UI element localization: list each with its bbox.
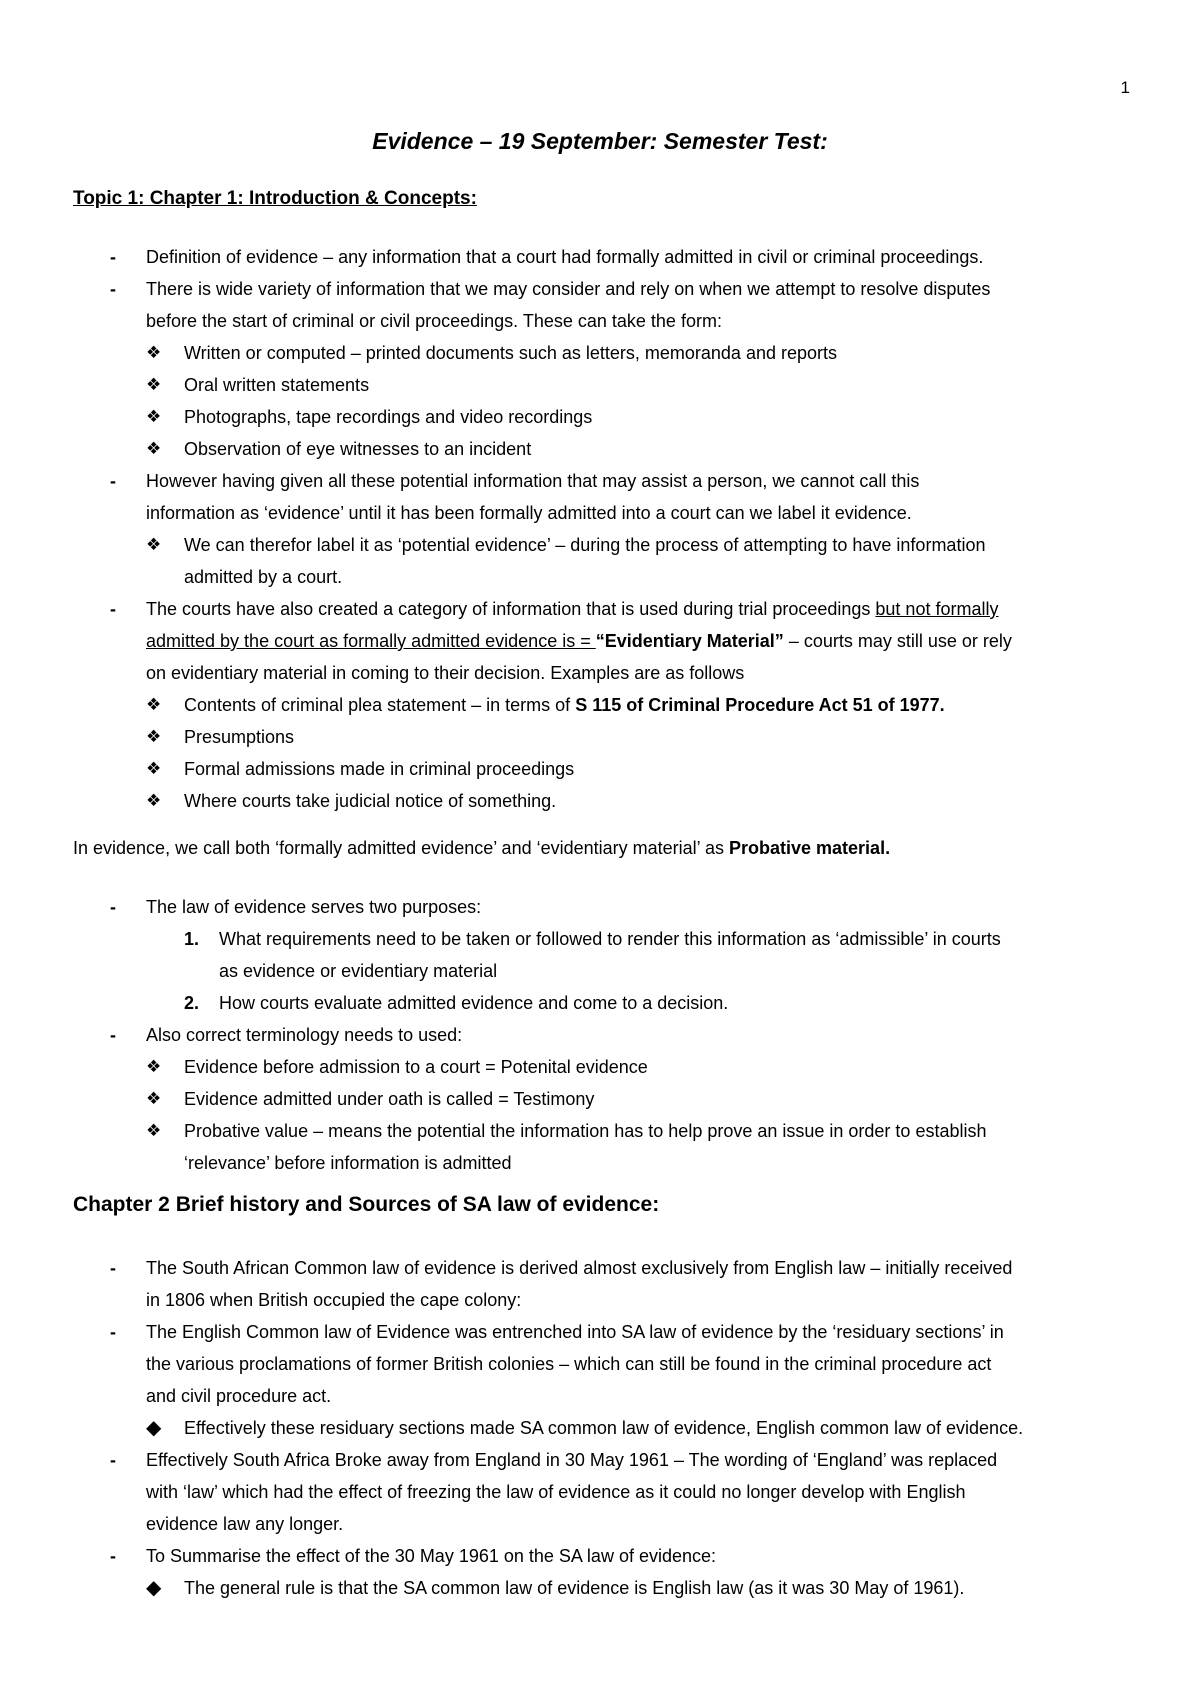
document-title: Evidence – 19 September: Semester Test:	[372, 128, 828, 154]
bullet-item	[0, 337, 1200, 369]
dash-marker: -	[110, 471, 116, 491]
bullet-item	[0, 1083, 1200, 1115]
bold-statute-reference: S 115 of Criminal Procedure Act 51 of 1977.	[575, 695, 945, 715]
diamond-bullet-icon: ❖	[146, 1089, 162, 1108]
bullet-text: Where courts take judicial notice of something.	[184, 791, 557, 811]
list-item-text: before the start of criminal or civil proceedings. These can take the form:	[146, 311, 722, 331]
bullet-item	[0, 1115, 1200, 1147]
bullet-item	[0, 753, 1200, 785]
bullet-text: The general rule is that the SA common law of evidence is English law (as it was 30 May of 1961).	[184, 1578, 965, 1598]
numbered-continuation	[0, 955, 1200, 987]
list-item-continuation	[0, 1284, 1200, 1316]
numbered-item	[0, 923, 1200, 955]
probative-material-paragraph	[73, 838, 890, 859]
list-item	[0, 1316, 1200, 1348]
numbered-text: How courts evaluate admitted evidence and come to a decision.	[219, 993, 729, 1013]
bullet-text: Photographs, tape recordings and video recordings	[184, 407, 593, 427]
diamond-bullet-icon: ❖	[146, 759, 162, 778]
list-item-continuation	[0, 305, 1200, 337]
dash-marker: -	[110, 1546, 116, 1566]
bullet-text: Written or computed – printed documents such as letters, memoranda and reports	[184, 343, 837, 363]
list-item	[0, 1444, 1200, 1476]
bullet-continuation	[0, 1147, 1200, 1179]
list-item-continuation	[0, 625, 1200, 657]
list-item	[0, 241, 1200, 273]
plain-text: In evidence, we call both ‘formally admitted evidence’ and ‘evidentiary material’ as	[73, 838, 729, 858]
bullet-item	[0, 1572, 1200, 1604]
list-item-continuation	[0, 1348, 1200, 1380]
diamond-bullet-icon: ❖	[146, 727, 162, 746]
diamond-bullet-icon: ❖	[146, 343, 162, 362]
dash-marker: -	[110, 247, 116, 267]
list-item-continuation	[0, 497, 1200, 529]
dash-marker: -	[110, 599, 116, 619]
bullet-item	[0, 1051, 1200, 1083]
list-item	[0, 593, 1200, 625]
list-item	[0, 273, 1200, 305]
bullet-item	[0, 433, 1200, 465]
list-item-continuation	[0, 1476, 1200, 1508]
bullet-text: We can therefor label it as ‘potential evidence’ – during the process of attempting to have information	[184, 535, 986, 555]
list-item-text: information as ‘evidence’ until it has been formally admitted into a court can we label it evidence.	[146, 503, 912, 523]
list-item-text	[146, 593, 998, 625]
diamond-bullet-icon: ❖	[146, 407, 162, 426]
list-item-text: Also correct terminology needs to used:	[146, 1025, 463, 1045]
diamond-bullet-icon: ❖	[146, 695, 162, 714]
item-number: 2.	[184, 993, 200, 1013]
list-item-text: on evidentiary material in coming to their decision. Examples are as follows	[146, 663, 745, 683]
bullet-item	[0, 401, 1200, 433]
list-item-continuation	[0, 657, 1200, 689]
list-item-text: and civil procedure act.	[146, 1386, 332, 1406]
list-item-text	[146, 625, 1012, 657]
list-item-text: However having given all these potential information that may assist a person, we cannot call this	[146, 471, 920, 491]
diamond-bullet-icon: ❖	[146, 375, 162, 394]
item-number: 1.	[184, 929, 200, 949]
list-item-text: The law of evidence serves two purposes:	[146, 897, 482, 917]
diamond-bullet-icon: ❖	[146, 1121, 162, 1140]
diamond-bullet-icon: ❖	[146, 791, 162, 810]
bullet-text	[184, 689, 945, 721]
bullet-text: Probative value – means the potential the information has to help prove an issue in order to establish	[184, 1121, 987, 1141]
list-item-continuation	[0, 1380, 1200, 1412]
list-item-text: Definition of evidence – any information that a court had formally admitted in civil or criminal proceedings.	[146, 247, 984, 267]
dash-marker: -	[110, 897, 116, 917]
list-item	[0, 1540, 1200, 1572]
list-item-text: To Summarise the effect of the 30 May 1961 on the SA law of evidence:	[146, 1546, 717, 1566]
list-item-text: evidence law any longer.	[146, 1514, 344, 1534]
bullet-text: Oral written statements	[184, 375, 370, 395]
page-number: 1	[1120, 78, 1130, 97]
dash-marker: -	[110, 1450, 116, 1470]
dash-marker: -	[110, 279, 116, 299]
plain-text: Contents of criminal plea statement – in terms of	[184, 695, 576, 715]
diamond-bullet-icon: ◆	[146, 1417, 162, 1439]
bullet-item	[0, 721, 1200, 753]
plain-text: The courts have also created a category of information that is used during trial proceedings	[146, 599, 876, 619]
section-concepts	[0, 241, 1200, 817]
bullet-text: Effectively these residuary sections made SA common law of evidence, English common law of evidence.	[184, 1418, 1024, 1438]
section-history	[0, 1252, 1200, 1604]
dash-marker: -	[110, 1258, 116, 1278]
bullet-text: Formal admissions made in criminal proceedings	[184, 759, 575, 779]
list-item	[0, 891, 1200, 923]
list-item-text: Effectively South Africa Broke away from England in 30 May 1961 – The wording of ‘England’ was replaced	[146, 1450, 998, 1470]
bullet-item	[0, 689, 1200, 721]
list-item-text: in 1806 when British occupied the cape colony:	[146, 1290, 522, 1310]
list-item	[0, 465, 1200, 497]
list-item	[0, 1252, 1200, 1284]
bullet-text: Presumptions	[184, 727, 295, 747]
bullet-text: Evidence admitted under oath is called = Testimony	[184, 1089, 595, 1109]
diamond-bullet-icon: ◆	[146, 1577, 162, 1599]
bullet-item	[0, 785, 1200, 817]
list-item-text: with ‘law’ which had the effect of freezing the law of evidence as it could no longer develop with English	[146, 1482, 966, 1502]
bullet-item	[0, 369, 1200, 401]
bullet-text: admitted by a court.	[184, 567, 343, 587]
dash-marker: -	[110, 1322, 116, 1342]
numbered-text: What requirements need to be taken or followed to render this information as ‘admissible’ in courts	[219, 929, 1001, 949]
plain-text: – courts may still use or rely	[783, 631, 1012, 651]
section-purposes	[0, 891, 1200, 1179]
bullet-text: Evidence before admission to a court = Potenital evidence	[184, 1057, 648, 1077]
topic-heading: Topic 1: Chapter 1: Introduction & Concepts:	[73, 188, 477, 209]
list-item-text: the various proclamations of former British colonies – which can still be found in the criminal procedure act	[146, 1354, 992, 1374]
bullet-item	[0, 1412, 1200, 1444]
underlined-equals: =	[580, 631, 596, 651]
underlined-text: admitted by the court as formally admitted evidence is	[146, 631, 581, 651]
bullet-item	[0, 529, 1200, 561]
diamond-bullet-icon: ❖	[146, 535, 162, 554]
list-item-continuation	[0, 1508, 1200, 1540]
dash-marker: -	[110, 1025, 116, 1045]
list-item	[0, 1019, 1200, 1051]
list-item-text: The English Common law of Evidence was entrenched into SA law of evidence by the ‘residuary sections’ in	[146, 1322, 1004, 1342]
list-item-text: There is wide variety of information that we may consider and rely on when we attempt to resolve disputes	[146, 279, 991, 299]
list-item-text: The South African Common law of evidence is derived almost exclusively from English law – initially received	[146, 1258, 1013, 1278]
diamond-bullet-icon: ❖	[146, 439, 162, 458]
numbered-text: as evidence or evidentiary material	[219, 961, 498, 981]
bold-term-probative-material: Probative material.	[729, 838, 891, 858]
bullet-text: Observation of eye witnesses to an incident	[184, 439, 532, 459]
numbered-item	[0, 987, 1200, 1019]
chapter-2-heading: Chapter 2 Brief history and Sources of SA law of evidence:	[73, 1193, 660, 1216]
bold-term-evidentiary-material: “Evidentiary Material”	[595, 631, 784, 651]
underlined-text: but not formally	[875, 599, 999, 619]
diamond-bullet-icon: ❖	[146, 1057, 162, 1076]
bullet-continuation	[0, 561, 1200, 593]
bullet-text: ‘relevance’ before information is admitted	[184, 1153, 512, 1173]
